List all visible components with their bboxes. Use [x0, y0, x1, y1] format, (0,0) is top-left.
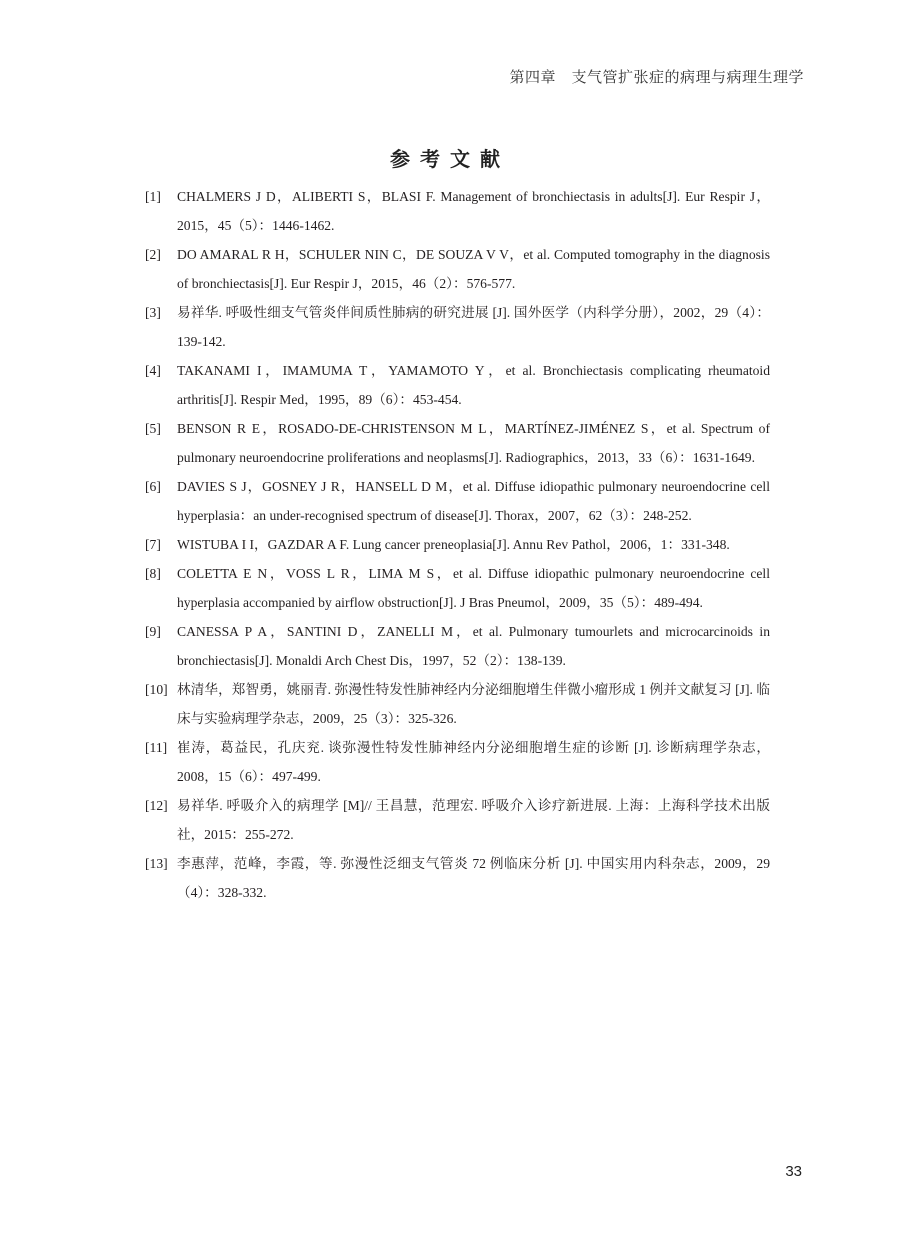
reference-number: [2]: [145, 247, 161, 262]
reference-item: [145, 617, 770, 675]
reference-item: [145, 675, 770, 733]
reference-number: [12]: [145, 798, 168, 813]
reference-number: [9]: [145, 624, 161, 639]
reference-text: BENSON R E，ROSADO-DE-CHRISTENSON M L，MARTÍNEZ-JIMÉNEZ S，et al. Spectrum of pulmonary neuroendocrine proliferations and neoplasms[J]. Radiographics，2013，33（6）：1631-1649.: [177, 421, 770, 465]
reference-text: TAKANAMI I，IMAMUMA T，YAMAMOTO Y，et al. Bronchiectasis complicating rheumatoid arthritis[J]. Respir Med，1995，89（6）：453-454.: [177, 363, 770, 407]
section-title: 参考文献: [390, 147, 510, 171]
reference-number: [6]: [145, 479, 161, 494]
reference-text: CANESSA P A，SANTINI D，ZANELLI M，et al. Pulmonary tumourlets and microcarcinoids in bronchiectasis[J]. Monaldi Arch Chest Dis，1997，52（2）：138-139.: [177, 624, 770, 668]
reference-number: [7]: [145, 537, 161, 552]
reference-text: 李惠萍，范峰，李霞，等. 弥漫性泛细支气管炎 72 例临床分析 [J]. 中国实用内科杂志，2009，29（4）：328-332.: [177, 856, 770, 900]
reference-list: [145, 182, 770, 907]
reference-item: [145, 530, 770, 559]
reference-item: [145, 240, 770, 298]
reference-text: 林清华，郑智勇，姚丽青. 弥漫性特发性肺神经内分泌细胞增生伴微小瘤形成 1 例并文献复习 [J]. 临床与实验病理学杂志，2009，25（3）：325-326.: [177, 682, 770, 726]
reference-text: COLETTA E N，VOSS L R，LIMA M S，et al. Diffuse idiopathic pulmonary neuroendocrine cell hyperplasia accompanied by airflow obstruction[J]. J Bras Pneumol，2009，35（5）：489-494.: [177, 566, 770, 610]
reference-number: [10]: [145, 682, 168, 697]
reference-text: 易祥华. 呼吸介入的病理学 [M]// 王昌慧，范理宏. 呼吸介入诊疗新进展. 上海：上海科学技术出版社，2015：255-272.: [177, 798, 770, 842]
reference-text: WISTUBA I I，GAZDAR A F. Lung cancer preneoplasia[J]. Annu Rev Pathol，2006，1：331-348.: [177, 537, 730, 552]
reference-item: [145, 472, 770, 530]
reference-number: [13]: [145, 856, 168, 871]
reference-number: [8]: [145, 566, 161, 581]
reference-item: [145, 182, 770, 240]
reference-number: [3]: [145, 305, 161, 320]
reference-item: [145, 733, 770, 791]
reference-item: [145, 414, 770, 472]
page-number: 33: [785, 1163, 802, 1180]
reference-text: 崔涛，葛益民，孔庆兖. 谈弥漫性特发性肺神经内分泌细胞增生症的诊断 [J]. 诊断病理学杂志，2008，15（6）：497-499.: [177, 740, 770, 784]
reference-number: [1]: [145, 189, 161, 204]
reference-number: [5]: [145, 421, 161, 436]
reference-item: [145, 791, 770, 849]
reference-item: [145, 298, 770, 356]
reference-text: CHALMERS J D，ALIBERTI S，BLASI F. Management of bronchiectasis in adults[J]. Eur Respir J，2015，45（5）：1446-1462.: [177, 189, 770, 233]
reference-number: [4]: [145, 363, 161, 378]
reference-item: [145, 849, 770, 907]
reference-number: [11]: [145, 740, 168, 755]
reference-text: 易祥华. 呼吸性细支气管炎伴间质性肺病的研究进展 [J]. 国外医学（内科学分册），2002，29（4）：139-142.: [177, 305, 770, 349]
reference-item: [145, 559, 770, 617]
reference-text: DAVIES S J，GOSNEY J R，HANSELL D M，et al. Diffuse idiopathic pulmonary neuroendocrine cell hyperplasia：an under-recognised spectrum of disease[J]. Thorax，2007，62（3）：248-252.: [177, 479, 770, 523]
running-header: 第四章 支气管扩张症的病理与病理生理学: [509, 68, 804, 86]
reference-item: [145, 356, 770, 414]
reference-text: DO AMARAL R H，SCHULER NIN C，DE SOUZA V V，et al. Computed tomography in the diagnosis of bronchiectasis[J]. Eur Respir J，2015，46（2）：576-577.: [177, 247, 770, 291]
